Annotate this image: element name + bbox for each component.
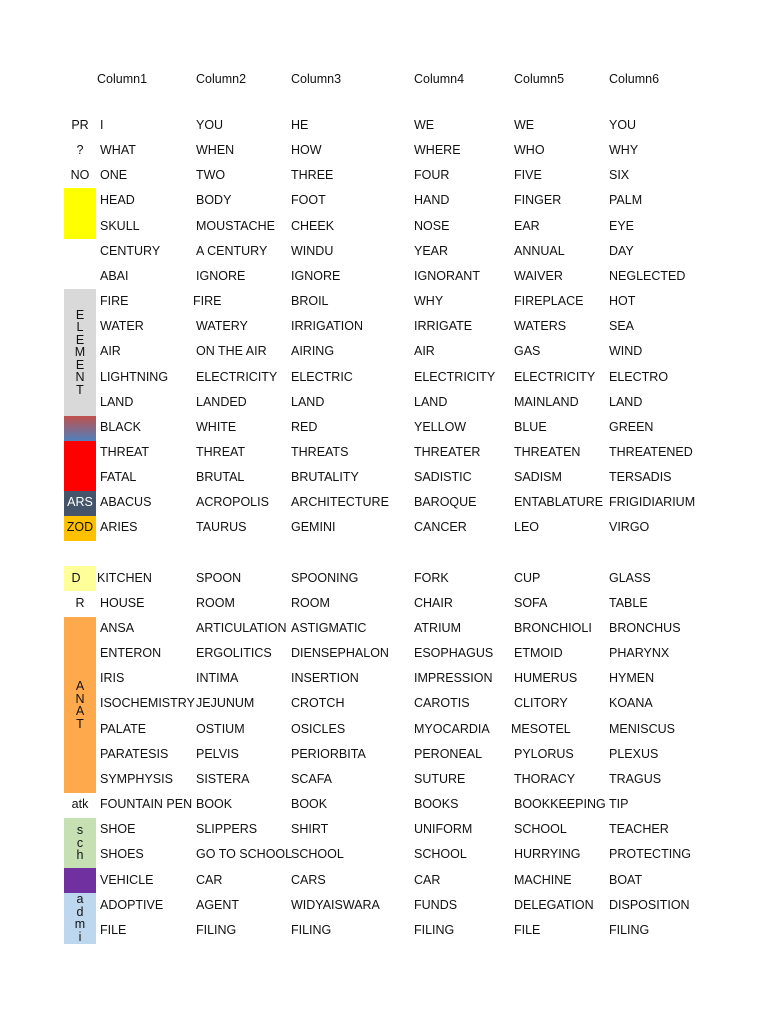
table-cell: FORK: [414, 570, 449, 585]
table-cell: LANDED: [196, 394, 247, 409]
table-row: [0, 314, 768, 339]
table-row: [0, 591, 768, 616]
table-cell: HURRYING: [514, 847, 581, 862]
table-cell: JEJUNUM: [196, 696, 255, 711]
table-cell: DISPOSITION: [609, 897, 690, 912]
table-cell: WINDU: [291, 243, 334, 258]
table-cell: A CENTURY: [196, 243, 268, 258]
table-cell: MYOCARDIA: [414, 721, 490, 736]
table-cell: SUTURE: [414, 771, 466, 786]
table-cell: ROOM: [196, 595, 235, 610]
table-cell: IGNORE: [291, 268, 341, 283]
table-cell: THREE: [291, 168, 334, 183]
table-cell: INSERTION: [291, 671, 359, 686]
vertical-letter: d: [76, 904, 84, 919]
table-cell: FATAL: [100, 470, 137, 485]
table-cell: THREATER: [414, 444, 481, 459]
table-cell: PLEXUS: [609, 746, 659, 761]
table-cell: LAND: [100, 394, 134, 409]
table-cell: ELECTRICITY: [414, 369, 496, 384]
table-cell: HAND: [414, 193, 450, 208]
table-cell: WATERY: [196, 319, 248, 334]
table-cell: CAR: [196, 872, 223, 887]
vertical-letter: T: [76, 716, 84, 731]
table-cell: OSTIUM: [196, 721, 245, 736]
table-cell: BOOK: [291, 797, 328, 812]
table-cell: GAS: [514, 344, 541, 359]
row-label: PR: [71, 118, 89, 132]
table-cell: WHAT: [100, 143, 136, 158]
table-cell: GEMINI: [291, 520, 336, 535]
table-row: [0, 717, 768, 742]
table-cell: YOU: [609, 118, 637, 132]
table-cell: BOOK: [196, 797, 233, 812]
table-cell: ESOPHAGUS: [414, 646, 494, 661]
table-cell: PELVIS: [196, 746, 239, 761]
table-cell: BROIL: [291, 294, 329, 309]
table-cell: IMPRESSION: [414, 671, 493, 686]
table-cell: ENTERON: [100, 646, 162, 661]
table-cell: FILING: [414, 922, 455, 937]
table-cell: WHEN: [196, 143, 235, 158]
table-row: [0, 289, 768, 314]
table-row: [0, 365, 768, 390]
vertical-letter: M: [74, 345, 86, 360]
table-cell: FILING: [609, 922, 650, 937]
table-row: [0, 440, 768, 465]
table-cell: SHOES: [100, 847, 144, 862]
table-cell: ARTICULATION: [196, 621, 287, 635]
vertical-letter: h: [76, 848, 84, 863]
table-cell: SADISM: [514, 470, 562, 485]
table-cell: SIX: [609, 168, 630, 183]
table-cell: RED: [291, 419, 318, 434]
table-cell: PERONEAL: [414, 746, 483, 761]
table-cell: WE: [514, 118, 535, 132]
table-cell: PYLORUS: [514, 746, 574, 761]
table-row: [0, 163, 768, 188]
table-row: [0, 918, 768, 943]
vertical-letter: A: [75, 679, 85, 693]
table-row: [0, 515, 768, 540]
table-cell: BOOKS: [414, 797, 459, 812]
table-cell: FILE: [514, 922, 541, 937]
table-cell: NEGLECTED: [609, 268, 686, 283]
table-cell: WE: [414, 118, 435, 132]
table-cell: PROTECTING: [609, 847, 691, 862]
table-cell: FRIGIDIARIUM: [609, 495, 696, 510]
table-cell: FINGER: [514, 193, 562, 208]
row-label: NO: [70, 168, 90, 183]
table-cell: EYE: [609, 218, 635, 233]
vertical-letter: i: [78, 929, 82, 944]
table-cell: ROOM: [291, 595, 330, 610]
table-cell: MESOTEL: [511, 721, 571, 736]
vertical-letter: a: [76, 892, 84, 906]
table-cell: WIDYAISWARA: [291, 897, 380, 912]
table-cell: MENISCUS: [609, 721, 675, 736]
table-cell: SHIRT: [291, 822, 329, 837]
table-cell: FOUR: [414, 168, 450, 183]
table-cell: SYMPHYSIS: [100, 771, 173, 786]
table-cell: AIRING: [291, 344, 335, 359]
table-cell: LEO: [514, 520, 540, 535]
table-cell: TRAGUS: [609, 771, 662, 786]
table-cell: HOUSE: [100, 595, 145, 610]
table-cell: BODY: [196, 193, 232, 208]
table-row: [0, 465, 768, 490]
table-cell: WHITE: [196, 419, 237, 434]
row-label: D: [71, 570, 81, 585]
table-cell: NOSE: [414, 218, 450, 233]
table-cell: PERIORBITA: [291, 746, 366, 761]
table-cell: HUMERUS: [514, 671, 578, 686]
table-cell: ATRIUM: [414, 621, 461, 635]
table-cell: DIENSEPHALON: [291, 646, 389, 661]
table-cell: ANSA: [100, 621, 135, 635]
table-cell: ABACUS: [100, 495, 152, 510]
table-cell: ERGOLITICS: [196, 646, 272, 661]
table-cell: FIRE: [100, 294, 129, 309]
table-cell: TAURUS: [196, 520, 247, 535]
table-cell: ELECTRICITY: [196, 369, 278, 384]
table-row: [0, 188, 768, 213]
table-cell: CHAIR: [414, 595, 453, 610]
table-cell: ETMOID: [514, 646, 563, 661]
table-cell: ELECTRICITY: [514, 369, 596, 384]
table-cell: ARIES: [100, 520, 138, 535]
table-cell: BLUE: [514, 419, 547, 434]
table-cell: LIGHTNING: [100, 369, 169, 384]
table-row: [0, 490, 768, 515]
vertical-letter: s: [76, 823, 84, 838]
table-cell: SCHOOL: [414, 847, 467, 862]
table-row: [0, 691, 768, 716]
table-cell: TERSADIS: [609, 470, 672, 485]
table-cell: THORACY: [514, 771, 576, 786]
table-cell: CROTCH: [291, 696, 345, 711]
table-row: [0, 541, 768, 566]
table-row: [0, 817, 768, 842]
table-cell: HOT: [609, 294, 636, 309]
row-label: R: [75, 595, 85, 610]
table-cell: TIP: [609, 797, 629, 812]
table-cell: PALM: [609, 193, 643, 208]
table-cell: DELEGATION: [514, 897, 594, 912]
table-cell: SPOONING: [291, 570, 359, 585]
vertical-letter: E: [75, 357, 85, 372]
table-row: [0, 138, 768, 163]
table-cell: GO TO SCHOOL: [196, 847, 293, 862]
table-row: [0, 868, 768, 893]
table-cell: PALATE: [100, 721, 147, 736]
column-header: Column3: [291, 72, 342, 86]
table-cell: WATERS: [514, 319, 567, 334]
column-header: Column6: [609, 72, 660, 86]
vertical-letter: A: [75, 704, 85, 718]
table-row: [0, 893, 768, 918]
table-cell: GLASS: [609, 570, 651, 585]
row-label: ARS: [67, 495, 93, 510]
row-label: ?: [76, 143, 84, 158]
column-header: Column2: [196, 72, 247, 86]
table-row: [0, 792, 768, 817]
table-row: [0, 113, 768, 138]
vertical-letter: L: [76, 320, 84, 335]
table-cell: SCHOOL: [514, 822, 567, 837]
table-cell: YELLOW: [414, 419, 467, 434]
table-cell: ON THE AIR: [196, 344, 267, 359]
table-cell: IGNORANT: [414, 268, 480, 283]
table-cell: FOOT: [291, 193, 326, 208]
row-label: ZOD: [66, 520, 94, 535]
table-cell: CAR: [414, 872, 441, 887]
table-cell: ELECTRO: [609, 369, 669, 384]
table-cell: AIR: [414, 344, 435, 359]
table-cell: YEAR: [414, 243, 449, 258]
table-cell: ANNUAL: [514, 243, 565, 258]
table-cell: WAIVER: [514, 268, 563, 283]
table-cell: ABAI: [100, 268, 129, 283]
table-cell: HYMEN: [609, 671, 655, 686]
table-cell: ACROPOLIS: [196, 495, 269, 510]
table-row: [0, 666, 768, 691]
table-cell: SPOON: [196, 570, 242, 585]
table-cell: THREAT: [100, 444, 150, 459]
table-cell: SADISTIC: [414, 470, 472, 485]
table-row: [0, 767, 768, 792]
vertical-letter: c: [76, 835, 84, 850]
table-cell: SEA: [609, 319, 635, 334]
table-cell: EAR: [514, 218, 540, 233]
table-cell: ELECTRIC: [291, 369, 353, 384]
table-cell: SLIPPERS: [196, 822, 258, 837]
vertical-letter: E: [75, 307, 85, 322]
table-row: [0, 339, 768, 364]
table-cell: YOU: [196, 118, 224, 132]
table-row: [0, 214, 768, 239]
table-cell: SOFA: [514, 595, 548, 610]
table-cell: DAY: [609, 243, 634, 258]
table-cell: HOW: [291, 143, 322, 158]
table-cell: SKULL: [100, 218, 140, 233]
table-cell: KITCHEN: [97, 570, 152, 585]
table-cell: CAROTIS: [414, 696, 470, 711]
table-cell: BOOKKEEPING: [514, 797, 606, 812]
table-cell: PARATESIS: [100, 746, 169, 761]
table-cell: IRIS: [100, 671, 125, 686]
table-cell: CARS: [291, 872, 326, 887]
table-cell: I: [100, 118, 104, 132]
table-cell: ADOPTIVE: [100, 897, 164, 912]
table-row: [0, 616, 768, 641]
table-cell: OSICLES: [291, 721, 346, 736]
table-cell: TWO: [196, 168, 226, 183]
table-cell: VIRGO: [609, 520, 650, 535]
table-cell: SCHOOL: [291, 847, 344, 862]
table-cell: MOUSTACHE: [196, 218, 275, 233]
table-row: [0, 239, 768, 264]
table-cell: THREATS: [291, 444, 349, 459]
table-row: [0, 842, 768, 867]
table-cell: LAND: [414, 394, 448, 409]
table-cell: BAROQUE: [414, 495, 477, 510]
vertical-letter: T: [76, 382, 84, 397]
table-row: [0, 264, 768, 289]
table-cell: WHY: [609, 143, 639, 158]
table-row: [0, 641, 768, 666]
table-cell: FOUNTAIN PEN: [100, 797, 193, 812]
table-row: [0, 390, 768, 415]
table-cell: BLACK: [100, 419, 141, 434]
table-cell: TABLE: [609, 595, 648, 610]
table-cell: FIREPLACE: [514, 294, 584, 309]
table-cell: FIRE: [193, 294, 222, 309]
column-header: Column4: [414, 72, 465, 86]
table-cell: HE: [291, 118, 309, 132]
table-cell: MACHINE: [514, 872, 572, 887]
table-cell: SHOE: [100, 822, 136, 837]
table-cell: WATER: [100, 319, 144, 334]
column-header: Column5: [514, 72, 565, 86]
table-cell: HEAD: [100, 193, 135, 208]
table-cell: FILING: [291, 922, 332, 937]
row-label: atk: [71, 797, 89, 812]
table-row: [0, 415, 768, 440]
table-cell: CUP: [514, 570, 541, 585]
vertical-letter: N: [75, 370, 85, 385]
table-cell: UNIFORM: [414, 822, 473, 837]
table-cell: LAND: [291, 394, 325, 409]
table-cell: ARCHITECTURE: [291, 495, 389, 510]
table-cell: ASTIGMATIC: [291, 621, 367, 635]
table-cell: THREAT: [196, 444, 246, 459]
table-cell: ENTABLATURE: [514, 495, 604, 510]
table-cell: WIND: [609, 344, 643, 359]
table-cell: BRONCHUS: [609, 621, 681, 635]
table-cell: IGNORE: [196, 268, 246, 283]
table-row: [0, 742, 768, 767]
table-cell: THREATENED: [609, 444, 693, 459]
vertical-letter: m: [74, 917, 86, 931]
table-cell: BRUTAL: [196, 470, 245, 485]
table-cell: FILING: [196, 922, 237, 937]
vertical-letter: N: [75, 691, 85, 706]
table-cell: FILE: [100, 922, 127, 937]
table-cell: WHERE: [414, 143, 461, 158]
table-cell: GREEN: [609, 419, 654, 434]
table-cell: FUNDS: [414, 897, 458, 912]
table-cell: FIVE: [514, 168, 542, 183]
table-cell: IRRIGATE: [414, 319, 473, 334]
table-cell: BRUTALITY: [291, 470, 359, 485]
table-cell: ONE: [100, 168, 128, 183]
table-cell: CLITORY: [514, 696, 568, 711]
table-cell: INTIMA: [196, 671, 239, 686]
table-cell: CANCER: [414, 520, 467, 535]
table-cell: SCAFA: [291, 771, 332, 786]
table-cell: TEACHER: [609, 822, 669, 837]
table-cell: CHEEK: [291, 218, 335, 233]
table-cell: SISTERA: [196, 771, 250, 786]
table-row: [0, 566, 768, 591]
table-cell: MAINLAND: [514, 394, 579, 409]
table-cell: THREATEN: [514, 444, 581, 459]
table-cell: BRONCHIOLI: [514, 621, 592, 635]
table-cell: IRRIGATION: [291, 319, 363, 334]
table-cell: ISOCHEMISTRY: [100, 696, 195, 711]
table-cell: VEHICLE: [100, 872, 154, 887]
table-cell: CENTURY: [100, 243, 161, 258]
column-header: Column1: [97, 72, 148, 86]
table-cell: KOANA: [609, 696, 653, 711]
table-cell: AIR: [100, 344, 121, 359]
table-cell: BOAT: [609, 872, 643, 887]
table-cell: WHY: [414, 294, 444, 309]
table-cell: WHO: [514, 143, 545, 158]
vertical-letter: E: [75, 332, 85, 347]
table-cell: PHARYNX: [609, 646, 670, 661]
table-cell: AGENT: [196, 897, 240, 912]
table-cell: LAND: [609, 394, 643, 409]
